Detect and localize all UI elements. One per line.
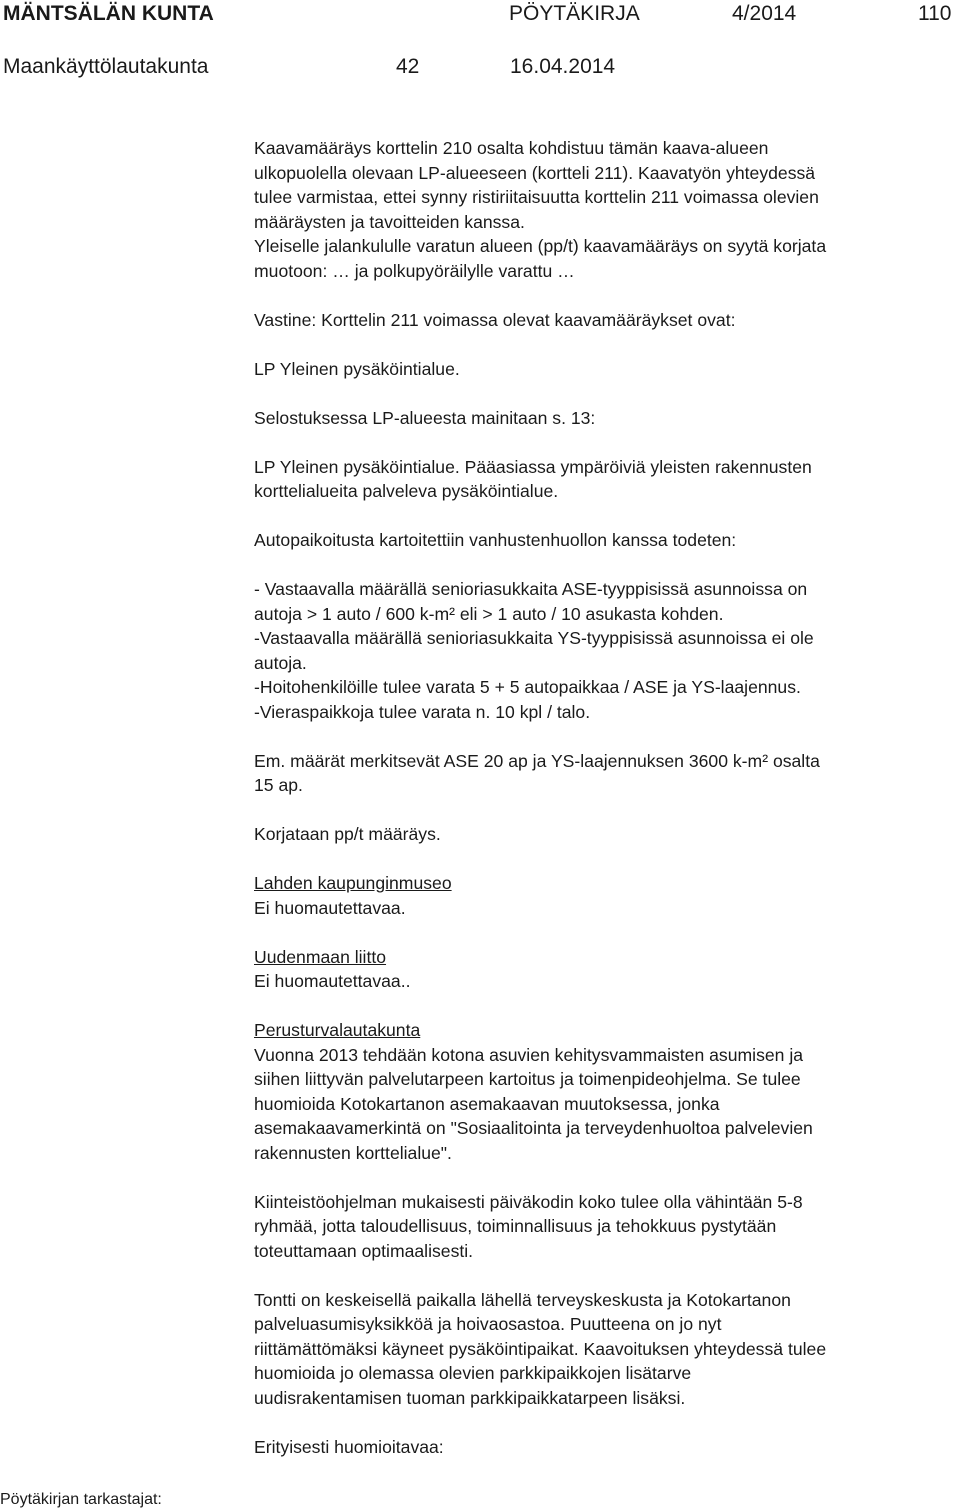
text-line: -Hoitohenkilöille tulee varata 5 + 5 autopaikkaa / ASE ja YS-laajennus. bbox=[254, 677, 801, 697]
text-line: palveluasumisyksikköä ja hoivaosastoa. Puutteena on jo nyt bbox=[254, 1314, 722, 1334]
text-line: ulkopuolella olevaan LP-alueeseen (kortteli 211). Kaavatyön yhteydessä bbox=[254, 162, 816, 183]
text-line: Erityisesti huomioitavaa: bbox=[254, 1436, 444, 1457]
text-line: uudisrakentamisen tuoman parkkipaikkatarpeen lisäksi. bbox=[254, 1387, 686, 1408]
statement-heading: Lahden kaupunginmuseo bbox=[254, 873, 452, 893]
paragraph-response bbox=[254, 308, 944, 333]
minutes-reviewers-label: Pöytäkirjan tarkastajat: bbox=[0, 1491, 162, 1508]
issue-number: 4/2014 bbox=[732, 2, 797, 25]
text-line: Ei huomautettavaa.. bbox=[254, 971, 411, 991]
text-line: Kaavamääräys korttelin 210 osalta kohdistuu tämän kaava-alueen bbox=[254, 138, 769, 158]
document-type: PÖYTÄKIRJA bbox=[509, 2, 640, 25]
text-line: autoja. bbox=[254, 652, 307, 673]
paragraph-social-services-board bbox=[254, 1018, 944, 1165]
text-line: korttelialueita palveleva pysäköintialue. bbox=[254, 481, 559, 501]
text-line: -Vieraspaikkoja tulee varata n. 10 kpl / talo. bbox=[254, 701, 591, 722]
paragraph-parking-list bbox=[254, 577, 944, 724]
text-line: toteuttamaan optimaalisesti. bbox=[254, 1240, 474, 1261]
text-line: huomioida Kotokartanon asemakaavan muutoksessa, jonka bbox=[254, 1093, 720, 1114]
text-line: Autopaikoitusta kartoitettiin vanhustenhuollon kanssa todeten: bbox=[254, 530, 737, 550]
text-line: Kiinteistöohjelman mukaisesti päiväkodin koko tulee olla vähintään 5-8 bbox=[254, 1191, 803, 1212]
statement-heading: Perusturvalautakunta bbox=[254, 1020, 421, 1040]
paragraph-parking-totals bbox=[254, 749, 944, 798]
paragraph-description-ref bbox=[254, 406, 944, 431]
text-line: Em. määrät merkitsevät ASE 20 ap ja YS-laajennuksen 3600 k-m² osalta bbox=[254, 750, 820, 771]
text-line: määräysten ja tavoitteiden kanssa. bbox=[254, 211, 525, 232]
text-line: Selostuksessa LP-alueesta mainitaan s. 13: bbox=[254, 407, 596, 428]
text-line: LP Yleinen pysäköintialue. Pääasiassa ympäröiviä yleisten rakennusten bbox=[254, 456, 812, 477]
document-body bbox=[254, 136, 944, 1459]
text-line: Ei huomautettavaa. bbox=[254, 897, 406, 918]
text-line: siihen liittyvän palvelutarpeen kartoitus ja toimenpideohjelma. Se tulee bbox=[254, 1069, 801, 1089]
paragraph-plot-location bbox=[254, 1288, 944, 1411]
text-line: asemakaavamerkintä on "Sosiaalitointa ja terveydenhuoltoa palvelevien bbox=[254, 1118, 813, 1138]
text-line: -Vastaavalla määrällä senioriasukkaita YS-tyyppisissä asunnoissa ei ole bbox=[254, 628, 814, 648]
meeting-date: 16.04.2014 bbox=[510, 55, 616, 78]
paragraph-correction bbox=[254, 822, 944, 847]
municipality-name: MÄNTSÄLÄN KUNTA bbox=[3, 2, 214, 25]
text-line: huomioida jo olemassa olevien parkkipaikkojen lisätarve bbox=[254, 1363, 692, 1383]
text-line: - Vastaavalla määrällä senioriasukkaita ASE-tyyppisissä asunnoissa on bbox=[254, 579, 808, 599]
text-line: rakennusten korttelialue". bbox=[254, 1142, 452, 1163]
text-line: Yleiselle jalankululle varatun alueen (pp/t) kaavamääräys on syytä korjata bbox=[254, 236, 827, 256]
text-line: ryhmää, jotta taloudellisuus, toiminnallisuus ja tehokkuus pystytään bbox=[254, 1216, 777, 1236]
text-line: Vuonna 2013 tehdään kotona asuvien kehitysvammaisten asumisen ja bbox=[254, 1044, 804, 1065]
text-line: Korjataan pp/t määräys. bbox=[254, 824, 441, 844]
paragraph-lahti-museum bbox=[254, 871, 944, 920]
text-line: LP Yleinen pysäköintialue. bbox=[254, 358, 460, 379]
text-line: riittämättömäksi käyneet pysäköintipaikat. Kaavoituksen yhteydessä tulee bbox=[254, 1338, 827, 1359]
text-line: 15 ap. bbox=[254, 775, 303, 795]
paragraph-lp-description bbox=[254, 455, 944, 504]
paragraph-special-notes bbox=[254, 1435, 944, 1460]
section-number: 42 bbox=[396, 55, 420, 78]
text-line: tulee varmistaa, ettei synny ristiriitaisuutta korttelin 211 voimassa olevien bbox=[254, 187, 819, 207]
paragraph-uusimaa-council bbox=[254, 945, 944, 994]
board-name: Maankäyttölautakunta bbox=[3, 55, 209, 78]
text-line: muotoon: … ja polkupyöräilylle varattu … bbox=[254, 260, 575, 281]
text-line: Tontti on keskeisellä paikalla lähellä terveyskeskusta ja Kotokartanon bbox=[254, 1289, 791, 1310]
paragraph-parking-survey bbox=[254, 528, 944, 553]
paragraph-zoning-regulation bbox=[254, 136, 944, 283]
paragraph-property-program bbox=[254, 1190, 944, 1264]
page-number: 110 bbox=[918, 2, 952, 25]
text-line: Vastine: Korttelin 211 voimassa olevat kaavamääräykset ovat: bbox=[254, 309, 736, 330]
text-line: autoja > 1 auto / 600 k-m² eli > 1 auto / 10 asukasta kohden. bbox=[254, 603, 724, 624]
paragraph-lp-definition bbox=[254, 357, 944, 382]
statement-heading: Uudenmaan liitto bbox=[254, 946, 387, 967]
